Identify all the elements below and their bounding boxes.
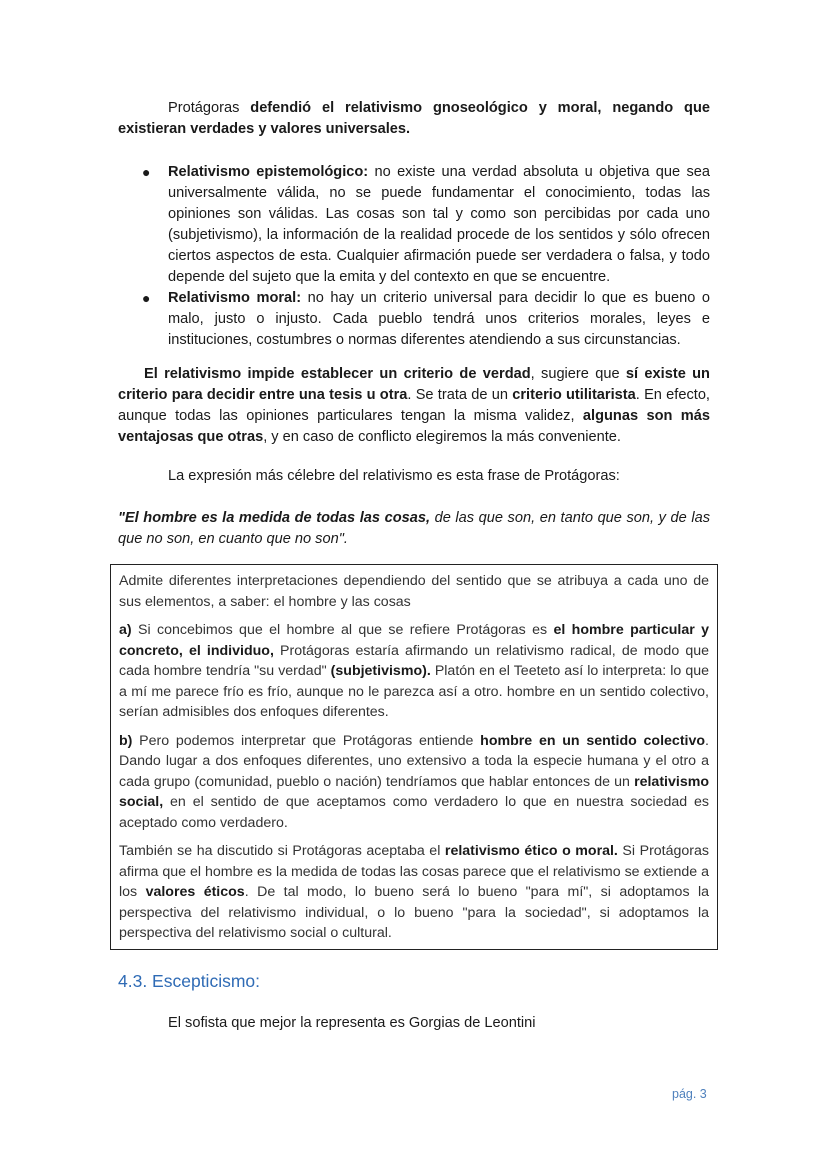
protagoras-quote <box>118 508 710 550</box>
bullet-icon: ● <box>142 164 151 180</box>
point-b-text-2: . Dando lugar a dos enfoques diferentes, uno extensivo a toda la especie humana y el otro a cada grupo (comunidad, pueblo o nación) tendríamos que hablar entonces de un <box>119 732 709 790</box>
bullet-icon: ● <box>142 290 151 306</box>
relativism-text-3: . En efecto, aunque todas las opiniones particulares tengan la misma validez, <box>118 387 710 424</box>
ethics-bold-1: relativismo ético o moral. <box>444 843 618 859</box>
list-item-title: Relativismo moral: <box>168 290 302 306</box>
relativism-text-4: , y en caso de conflicto elegiremos la más conveniente. <box>263 429 621 445</box>
intro-bold: defendió el relativismo gnoseológico y moral, negando que existieran verdades y valores universales. <box>118 100 710 137</box>
list-item-text: no existe una verdad absoluta u objetiva que sea universalmente válida, no se puede fundamentar el conocimiento, todas las opiniones son válidas. Las cosas son tal y como son percibidas por cada uno (subjetivismo), la información de la realidad procede de los sentidos y sólo ofrecen ciertos aspectos de esta. Cualquier afirmación puede ser verdadera o falsa, y todo depende del sujeto que la emita y del contexto en que se encuentre. <box>168 164 710 285</box>
ethics-text-2: Si Protágoras afirma que el hombre es la medida de todas las cosas parece que el relativismo se extiende a los <box>119 843 710 900</box>
intro-paragraph <box>118 98 710 140</box>
page-number: pág. 3 <box>672 1087 707 1101</box>
box-point-a <box>119 620 709 723</box>
relativism-bold-1: El relativismo impide establecer un criterio de verdad <box>144 366 531 382</box>
ethics-bold-2: valores éticos <box>145 884 245 900</box>
box-point-b <box>119 731 709 834</box>
list-item-text: no hay un criterio universal para decidir lo que es bueno o malo, justo o injusto. Cada pueblo tendrá unos criterios morales, leyes e instituciones, costumbres o normas diferentes atendiendo a sus circunstancias. <box>168 290 710 348</box>
point-a-text-1: Si concebimos que el hombre al que se refiere Protágoras es <box>131 622 554 638</box>
list-item-title: Relativismo epistemológico: <box>168 164 369 180</box>
box-ethics <box>119 841 709 944</box>
relativism-bold-4: algunas son más ventajosas que otras <box>118 408 710 445</box>
point-a-label: a) <box>119 622 132 638</box>
list-item <box>118 162 710 288</box>
ethics-text-1: También se ha discutido si Protágoras aceptaba el <box>119 843 445 859</box>
relativism-text-1: , sugiere que <box>530 366 626 382</box>
relativism-bold-3: criterio utilitarista <box>512 387 636 403</box>
ethics-text-3: . De tal modo, lo bueno será lo bueno "para mí", si adoptamos la perspectiva del relativismo individual, o lo bueno "para la sociedad", si adoptamos la perspectiva del relativismo social o cultural. <box>119 884 710 941</box>
relativism-paragraph <box>118 364 710 448</box>
point-b-label: b) <box>119 732 133 749</box>
relativism-list <box>118 162 710 351</box>
list-item <box>118 288 710 351</box>
point-b-text-1: Pero podemos interpretar que Protágoras entiende <box>132 732 481 749</box>
point-a-text-2: Protágoras estaría afirmando un relativismo radical, de modo que cada hombre tendría "su verdad" <box>119 642 709 679</box>
relativism-text-2: . Se trata de un <box>407 387 513 403</box>
expression-paragraph: La expresión más célebre del relativismo es esta frase de Protágoras: <box>168 468 620 484</box>
box-intro: Admite diferentes interpretaciones dependiendo del sentido que se atribuya a cada uno de sus elementos, a saber: el hombre y las cosas <box>119 573 709 610</box>
point-b-bold-2: relativismo social, <box>119 773 709 810</box>
quote-rest: de las que son, en tanto que son, y de las que no son, en cuanto que no son". <box>118 510 710 547</box>
point-b-bold-1: hombre en un sentido colectivo <box>480 732 706 749</box>
point-a-text-3: Platón en el Teeteto así lo interpreta: lo que a mí me parece frío es frío, aunque no le parezca así a otro. hombre en un sentido colectivo, serían admisibles dos enfoques diferentes. <box>119 663 709 720</box>
intro-text: Protágoras <box>168 100 251 116</box>
sofist-paragraph: El sofista que mejor la representa es Gorgias de Leontini <box>168 1015 536 1031</box>
quote-bold: "El hombre es la medida de todas las cosas, <box>118 510 431 526</box>
section-heading: 4.3. Escepticismo: <box>118 971 260 991</box>
point-a-bold-1: el hombre particular y concreto, el individuo, <box>119 622 709 659</box>
point-a-bold-2: (subjetivismo). <box>330 663 431 679</box>
relativism-bold-2: sí existe un criterio para decidir entre una tesis u otra <box>118 366 710 403</box>
interpretation-box <box>110 564 718 950</box>
point-b-text-3: en el sentido de que aceptamos como verdadero lo que en nuestra sociedad es aceptado como verdadero. <box>119 794 709 831</box>
